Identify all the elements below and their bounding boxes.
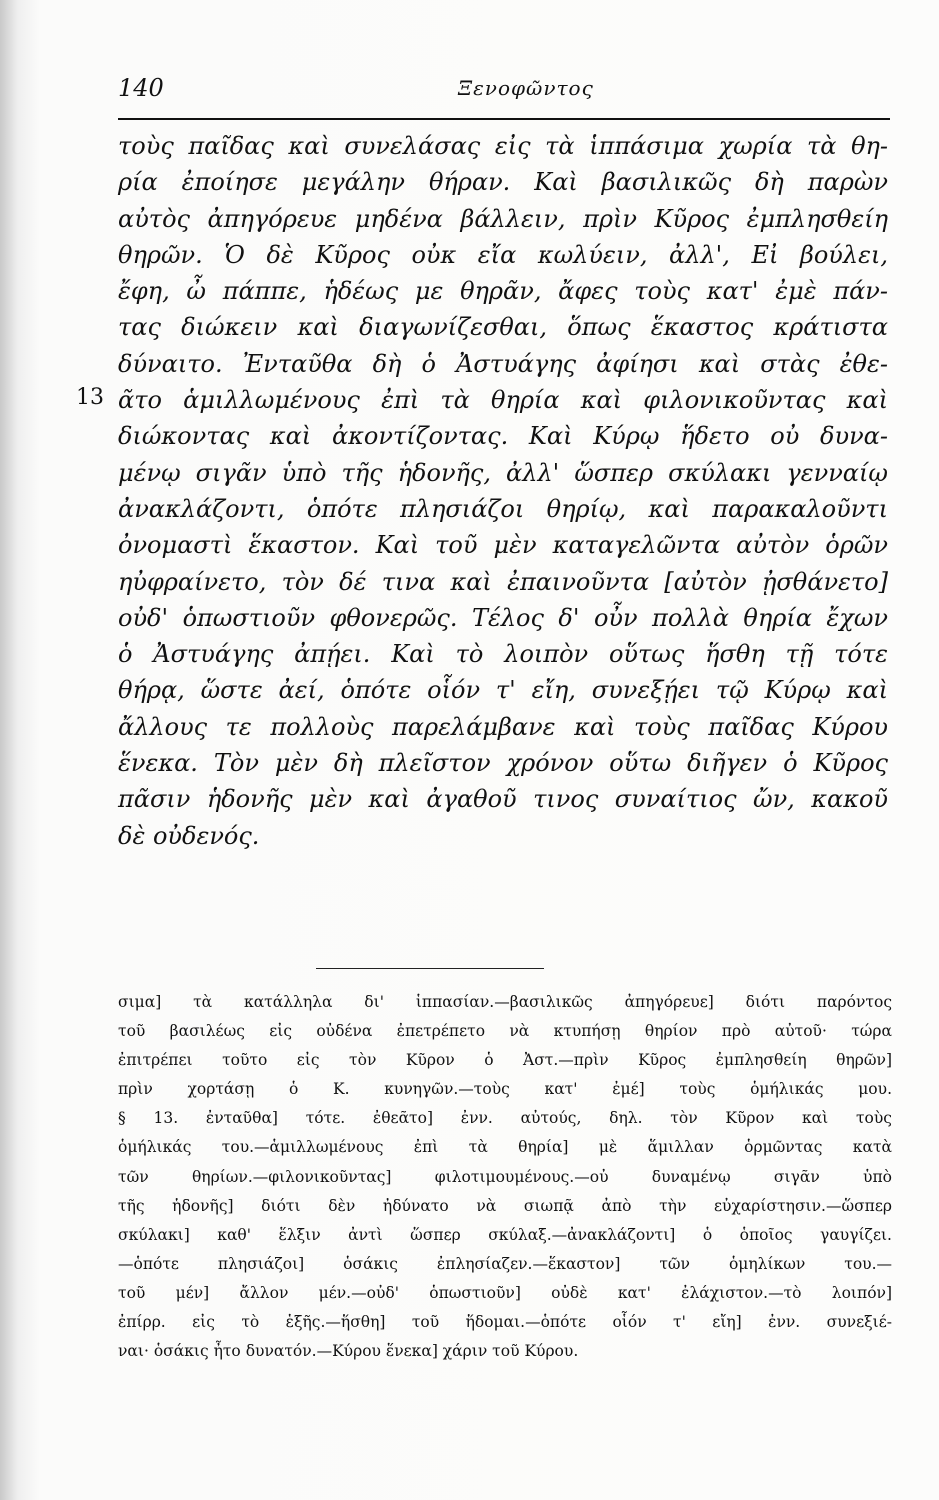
text-line: αὐτὸς ἀπηγόρευε μηδένα βάλλειν, πρὶν Κῦρος ἐμπλησθείη: [118, 204, 888, 233]
text-line: μένῳ σιγᾶν ὑπὸ τῆς ἡδονῆς, ἀλλ' ὥσπερ σκύλακι γενναίῳ: [118, 458, 888, 487]
text-line: τας διώκειν καὶ διαγωνίζεσθαι, ὅπως ἕκαστος κράτιστα: [118, 313, 888, 342]
text-line: οὐδ' ὁπωστιοῦν φθονερῶς. Τέλος δ' οὖν πολλὰ θηρία ἔχων: [118, 603, 888, 632]
text-line: δὲ οὐδενός.: [118, 821, 260, 850]
text-line: ὀνομαστὶ ἕκαστον. Καὶ τοῦ μὲν καταγελῶντα αὐτὸν ὁρῶν: [118, 531, 888, 560]
footnote-line: —ὁπότε πλησιάζοι] ὁσάκις ἐπλησίαζεν.—ἕκαστον] τῶν ὁμηλίκων του.—: [118, 1254, 892, 1273]
text-line: ρία ἐποίησε μεγάλην θήραν. Καὶ βασιλικῶς δὴ παρὼν: [118, 168, 888, 197]
header-rule: [118, 118, 890, 120]
page-number: 140: [118, 74, 164, 102]
footnote-line: ναι· ὁσάκις ἦτο δυνατόν.—Κύρου ἕνεκα] χάριν τοῦ Κύρου.: [118, 1342, 579, 1361]
section-number: 13: [76, 385, 104, 410]
text-line: ἀνακλάζοντι, ὁπότε πλησιάζοι θηρίῳ, καὶ παρακαλοῦντι: [118, 494, 888, 523]
text-line: ὁ Ἀστυάγης ἀπῄει. Καὶ τὸ λοιπὸν οὕτως ἥσθη τῇ τότε: [118, 640, 888, 669]
footnotes: [118, 988, 892, 1366]
footnote-line: τῆς ἡδονῆς] διότι δὲν ἠδύνατο νὰ σιωπᾷ ἀπὸ τὴν εὐχαρίστησιν.—ὥσπερ: [118, 1196, 892, 1215]
text-line: θήρᾳ, ὥστε ἀεί, ὁπότε οἷόν τ' εἴη, συνεξῄει τῷ Κύρῳ καὶ: [118, 676, 888, 705]
footnote-line: τοῦ μέν] ἄλλον μέν.—οὐδ' ὁπωστιοῦν] οὐδὲ κατ' ἐλάχιστον.—τὸ λοιπόν]: [118, 1283, 892, 1302]
text-line: θηρῶν. Ὁ δὲ Κῦρος οὐκ εἴα κωλύειν, ἀλλ', Εἰ βούλει,: [118, 240, 888, 269]
footnote-line: ἐπίρρ. εἰς τὸ ἑξῆς.—ἥσθη] τοῦ ἥδομαι.—ὁπότε οἷόν τ' εἴη] ἐνν. συνεξιέ-: [118, 1313, 892, 1332]
text-line: ᾶτο ἁμιλλωμένους ἐπὶ τὰ θηρία καὶ φιλονικοῦντας καὶ: [118, 386, 888, 415]
footnote-line: σιμα] τὰ κατάλληλα δι' ἱππασίαν.—βασιλικῶς ἀπηγόρευε] διότι παρόντος: [118, 993, 892, 1011]
text-line: δύναιτο. Ἐνταῦθα δὴ ὁ Ἀστυάγης ἀφίησι καὶ στὰς ἐθε-: [118, 349, 888, 378]
text-line: πᾶσιν ἡδονῆς μὲν καὶ ἀγαθοῦ τινος συναίτιος ὤν, κακοῦ: [118, 785, 888, 814]
main-text: [118, 128, 888, 854]
footnote-line: σκύλακι] καθ' ἕλξιν ἀντὶ ὥσπερ σκύλαξ.—ἀνακλάζοντι] ὁ ὁποῖος γαυγίζει.: [118, 1225, 892, 1244]
text-line: ἔφη, ὦ πάππε, ἡδέως με θηρᾶν, ἄφες τοὺς κατ' ἐμὲ πάν-: [118, 277, 888, 306]
text-line: διώκοντας καὶ ἀκοντίζοντας. Καὶ Κύρῳ ἥδετο οὐ δυνα-: [118, 422, 888, 451]
footnote-line: τοῦ βασιλέως εἰς οὐδένα ἐπετρέπετο νὰ κτυπήσῃ θηρίον πρὸ αὐτοῦ· τώρα: [118, 1022, 892, 1041]
page-header: [118, 66, 890, 106]
text-line: τοὺς παῖδας καὶ συνελάσας εἰς τὰ ἱππάσιμα χωρία τὰ θη-: [118, 132, 888, 160]
footnote-line: ὁμήλικάς του.—ἁμιλλωμένους ἐπὶ τὰ θηρία] μὲ ἅμιλλαν ὁρμῶντας κατὰ: [118, 1138, 892, 1157]
text-line: ἄλλους τε πολλοὺς παρελάμβανε καὶ τοὺς παῖδας Κύρου: [118, 712, 888, 741]
footnote-line: τῶν θηρίων.—φιλονικοῦντας] φιλοτιμουμένους.—οὐ δυναμένῳ σιγᾶν ὑπὸ: [118, 1167, 892, 1186]
footnote-line: πρὶν χορτάσῃ ὁ Κ. κυνηγῶν.—τοὺς κατ' ἐμέ] τοὺς ὁμήλικάς μου.: [118, 1080, 892, 1099]
footnote-line: ἐπιτρέπει τοῦτο εἰς τὸν Κῦρον ὁ Ἀστ.—πρὶν Κῦρος ἐμπλησθείη θηρῶν]: [118, 1051, 892, 1070]
footnote-line: § 13. ἐνταῦθα] τότε. ἐθεᾶτο] ἐνν. αὐτούς, δηλ. τὸν Κῦρον καὶ τοὺς: [118, 1109, 892, 1128]
footnote-rule: [316, 968, 544, 969]
text-line: ἕνεκα. Τὸν μὲν δὴ πλεῖστον χρόνον οὕτω διῆγεν ὁ Κῦρος: [118, 749, 888, 778]
running-head: Ξενοφῶντος: [458, 76, 594, 100]
text-line: ηὐφραίνετο, τὸν δέ τινα καὶ ἐπαινοῦντα [αὐτὸν ᾐσθάνετο]: [118, 567, 888, 596]
